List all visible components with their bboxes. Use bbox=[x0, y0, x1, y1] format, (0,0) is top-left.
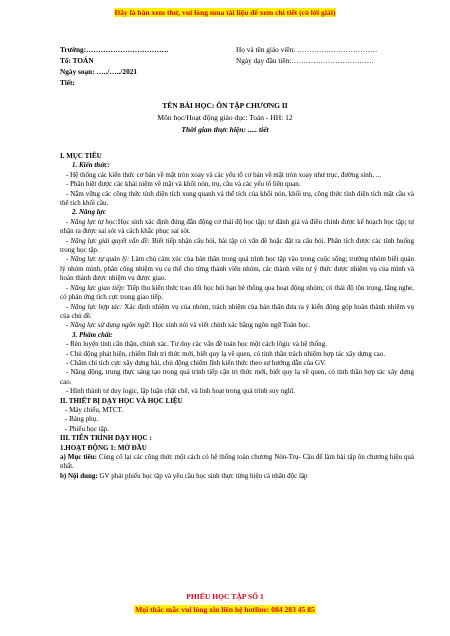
teacher-field: Họ và tên giáo viên: …………………………… bbox=[236, 45, 378, 54]
text: Xác định nhiệm vụ của nhóm, trách nhiệm của bản thân đưa ra ý kiến đóng góp hoàn thành nhiệm vụ của chủ đề. bbox=[60, 302, 414, 320]
text: Biết tiếp nhận câu hỏi, bài tập có vấn đề hoặc đặt ra câu hỏi. Phân tích được các tình huống trong học tập. bbox=[60, 236, 415, 255]
paragraph bbox=[60, 284, 414, 303]
time-line: Thời gian thực hiện: ..... tiết bbox=[181, 125, 269, 134]
section-heading: I. MỤC TIÊU bbox=[60, 152, 102, 160]
preview-banner-text: Đây là bản xem thử, vui lòng mua tài liệu để xem chi tiết (có lời giải) bbox=[114, 8, 336, 17]
paragraph bbox=[60, 255, 414, 283]
text: Học sinh nói và viết chính xác bằng ngôn ngữ Toán học. bbox=[150, 321, 311, 330]
paragraph bbox=[60, 453, 414, 472]
text: Củng cố lại các công thức một cách có hệ thống toàn chương Nón-Trụ- Cầu để làm bài tập ôn chương hiệu quả nhất. bbox=[60, 453, 414, 471]
subject-line: Môn học/Hoạt động giáo dục: Toán - HH: 12 bbox=[157, 113, 293, 122]
label: - Năng lực tự quản lý: bbox=[66, 255, 130, 264]
paragraph: - Nắm vững các công thức tính diện tích xung quanh và thể tích của khối nón, khối trụ, công thức tính diện tích mặt cầu và thể tích khối cầu. bbox=[60, 189, 414, 208]
text: Làm chủ cảm xúc của bản thân trong quá trình học tập vào trong cuộc sống; trưởng nhóm biết quản lý nhóm mình, phân công nhiệm vụ cụ thể cho từng thành viên nhóm, các thành viên tự ý thức được nhiệm vụ của mình và hoàn thành được nhiệm vụ được giao. bbox=[60, 255, 414, 283]
worksheet-title: PHIẾU HỌC TẬP SỐ 1 bbox=[186, 592, 264, 601]
paragraph: - Hệ thống các kiến thức cơ bản về mặt tròn xoay và các yếu tố cơ bản về mặt tròn xoay như trục, đường sinh, ... bbox=[66, 170, 382, 179]
section-heading: III. TIẾN TRÌNH DẠY HỌC : bbox=[60, 434, 152, 443]
paragraph bbox=[60, 321, 414, 330]
hotline-banner bbox=[0, 605, 450, 614]
paragraph: - Chăm chỉ tích cực xây dựng bài, chủ động chiếm lĩnh kiến thức theo sự hướng dẫn của GV. bbox=[66, 358, 326, 367]
hotline-banner-text: Mọi thắc mắc vui lòng xin liên hệ hotline: 084 283 45 85 bbox=[135, 605, 315, 614]
teach-date-field: Ngày dạy đầu tiên:……………………………. bbox=[236, 56, 374, 65]
header-right bbox=[236, 44, 377, 66]
label: - Năng lực sử dụng ngôn ngữ: bbox=[66, 321, 151, 330]
text: Học sinh xác định đúng đắn động cơ thái độ học tập; tự đánh giá và điều chỉnh được kế hoạch học tập; tự nhận ra được sai sót và cách khắc phục sai sót. bbox=[60, 217, 414, 236]
subsection-heading: 2. Năng lực bbox=[72, 208, 106, 217]
activity-heading: 1.HOẠT ĐỘNG 1: MỞ ĐẦU bbox=[60, 443, 147, 452]
group-field: Tổ: TOÁN bbox=[60, 56, 94, 65]
label: - Năng lực tự học: bbox=[66, 217, 118, 226]
text: Tiếp thu kiến thức trao đổi học hỏi bạn bè thông qua hoạt động nhóm; có thái độ tôn trọng, lắng nghe, có phản ứng tích cực trong giao tiếp. bbox=[60, 283, 414, 302]
period-field: Tiết: bbox=[60, 78, 75, 87]
list-item: - Bảng phụ. bbox=[65, 415, 98, 424]
subsection-heading: 1. Kiến thức: bbox=[72, 161, 110, 170]
school-field: Trường:……………………………. bbox=[60, 45, 169, 54]
header-left bbox=[60, 44, 168, 88]
paragraph: - Hình thành tư duy logic, lập luận chặt chẽ, và linh hoạt trong quá trình suy nghĩ. bbox=[66, 387, 295, 396]
date-field: Ngày soạn: …../…../2021 bbox=[60, 67, 138, 76]
list-item: - Máy chiếu, MTCT. bbox=[65, 405, 123, 414]
paragraph: - Năng động, trung thực sáng tạo trong quá trình tiếp cận tri thức mới, biết quy lạ về quen, có tinh thần hợp tác xây dựng cao. bbox=[60, 368, 414, 386]
paragraph: - Rèn luyện tính cẩn thận, chính xác. Tư duy các vấn đề toán học một cách lôgic và hệ thống. bbox=[66, 340, 327, 349]
label: - Năng lực hợp tác: bbox=[66, 302, 123, 311]
label: - Năng lực giải quyết vấn đề: bbox=[66, 236, 150, 245]
paragraph: - Chủ động phát hiện, chiếm lĩnh tri thức mới, biết quy lạ về quen, có tinh thần trách nhiệm hợp tác xây dựng cao. bbox=[66, 349, 386, 358]
list-item: - Phiếu học tập. bbox=[65, 424, 109, 433]
paragraph: - Phân biệt được các khái niệm về mặt và khối nón, trụ, cầu và các yếu tố liên quan. bbox=[66, 180, 301, 189]
paragraph bbox=[60, 303, 414, 322]
label: - Năng lực giao tiếp: bbox=[66, 283, 126, 292]
subsection-heading: 3. Phẩm chất: bbox=[72, 330, 113, 339]
lesson-title: TÊN BÀI HỌC: ÔN TẬP CHƯƠNG II bbox=[162, 101, 288, 110]
label: a) Mục tiêu: bbox=[60, 453, 97, 461]
document-body bbox=[60, 152, 414, 481]
paragraph bbox=[60, 237, 414, 256]
preview-banner bbox=[0, 8, 450, 17]
label: b) Nội dung: bbox=[60, 471, 98, 480]
paragraph bbox=[60, 218, 414, 237]
section-heading: II. THIẾT BỊ DẠY HỌC VÀ HỌC LIỆU bbox=[60, 396, 183, 405]
paragraph bbox=[60, 472, 414, 481]
text: GV phát phiếu học tập và yêu cầu học sinh thực từng hiện cá nhân độc lập bbox=[97, 471, 308, 480]
lesson-title-block bbox=[0, 100, 450, 136]
